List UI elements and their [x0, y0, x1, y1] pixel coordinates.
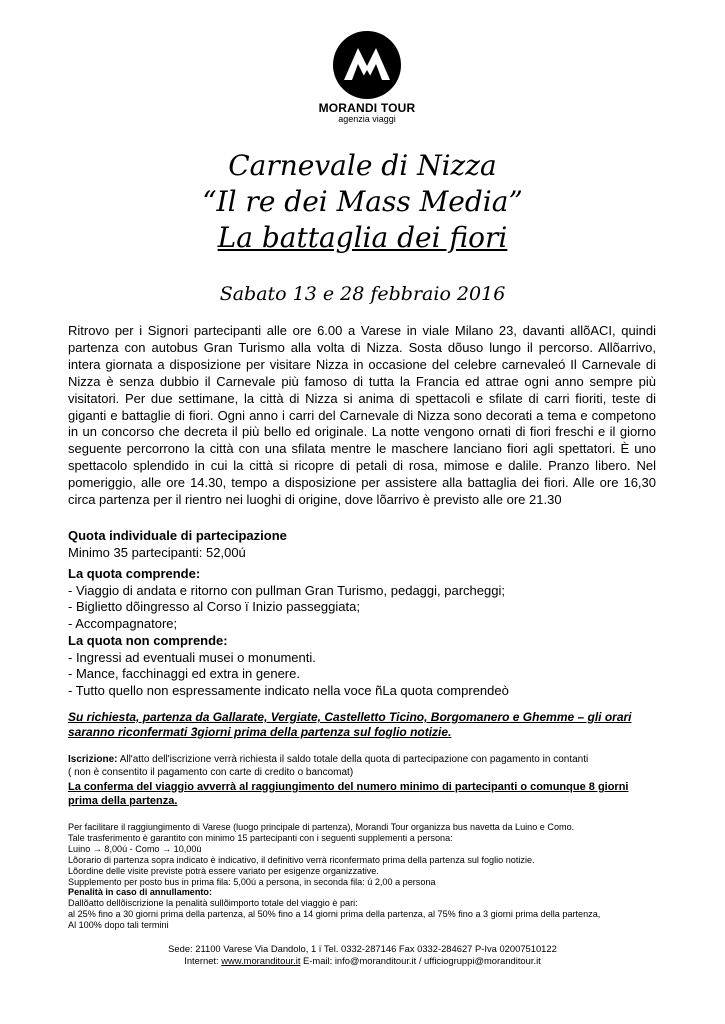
comprende-section — [68, 566, 656, 632]
title-block — [0, 148, 725, 256]
comprende-heading: La quota comprende: — [68, 566, 201, 581]
non-comprende-item: - Tutto quello non espressamente indicato nella voce ñLa quota comprendeò — [68, 682, 509, 698]
brand-name: MORANDI TOUR — [318, 101, 416, 115]
footer-email: E-mail: info@moranditour.it / ufficiogruppi@moranditour.it — [300, 955, 541, 966]
non-comprende-section — [68, 633, 656, 699]
title-line-1: Carnevale di Nizza — [228, 149, 497, 182]
iscrizione-text-2: ( non è consentito il pagamento con carte di credito o bancomat) — [68, 767, 354, 778]
morandi-logo-icon — [332, 30, 402, 100]
fine-print-block — [68, 822, 658, 931]
conferma-note: La conferma del viaggio avverrà al raggiungimento del numero minimo di partecipanti o comunque 8 giorni prima della partenza. — [68, 781, 629, 807]
quota-heading: Quota individuale di partecipazione — [68, 528, 287, 543]
penalita-line: Dallõatto dellõiscrizione la penalità sullõimporto totale del viaggio è pari: — [68, 898, 358, 909]
departure-note: Su richiesta, partenza da Gallarate, Vergiate, Castelletto Ticino, Borgomanero e Ghemme – gli orari saranno riconfermati 3giorni prima della partenza sul foglio notizie. — [68, 710, 632, 739]
fine-print-line: Luino → 8,00ú - Como → 10,00ú — [68, 843, 202, 854]
footer-internet-label: Internet: — [184, 955, 222, 966]
comprende-item: - Biglietto dõingresso al Corso ï Inizio passeggiata; — [68, 599, 360, 614]
non-comprende-heading: La quota non comprende: — [68, 633, 228, 648]
quota-minimum: Minimo 35 partecipanti: 52,00ú — [68, 544, 246, 560]
non-comprende-item: - Mance, facchinaggi ed extra in genere. — [68, 666, 300, 681]
title-line-2: “Il re dei Mass Media” — [202, 185, 523, 218]
brand-tagline: agenzia viaggi — [338, 114, 396, 124]
footer-address: Sede: 21100 Varese Via Dandolo, 1 ï Tel. 0332-287146 Fax 0332-284627 P-Iva 02007510122 — [168, 943, 557, 954]
company-logo — [318, 30, 416, 124]
iscrizione-block — [68, 753, 658, 779]
fine-print-line: Per facilitare il raggiungimento di Varese (luogo principale di partenza), Morandi Tour organizza bus navetta da Luino e Como. — [68, 822, 575, 832]
comprende-item: - Accompagnatore; — [68, 615, 178, 631]
penalita-line: Al 100% dopo tali termini — [68, 920, 169, 931]
description-paragraph: Ritrovo per i Signori partecipanti alle ore 6.00 a Varese in viale Milano 23, davanti allõACI, quindi partenza con autobus Gran Turismo alla volta di Nizza. Sosta dõuso lungo il percorso. Allõarrivo, intera giornata a disposizione per visitare Nizza in occasione del celebre carnevaleó Il Carnevale di Nizza è senza dubbio il Carnevale più famoso di tutta la Francia ed attrae ogni anno sempre più visitatori. Per due settimane, la città di Nizza si anima di spettacoli e sfilate di carri fioriti, teste di giganti e battaglie di fiori. Ogni anno i carri del Carnevale di Nizza sono decorati a tema e competono in un concorso che decreta il più bello ed originale. La notte vengono ornati di fiori freschi e il giorno seguente percorrono la città con una sfilata mentre le maschere lanciano fiori agli spettatori. È uno spettacolo splendido in cui la città si ricopre di petali di rosa, mimose e dalile. Pranzo libero. Nel pomeriggio, alle ore 14.30, tempo a disposizione per assistere alla battaglia dei fiori. Alle ore 16,30 circa partenza per il rientro nei luoghi di origine, dove lõarrivo è previsto alle ore 21.30 — [68, 323, 656, 508]
fine-print-line: Tale trasferimento è garantito con minimo 15 partecipanti con i seguenti supplementi a persona: — [68, 832, 453, 843]
comprende-item: - Viaggio di andata e ritorno con pullman Gran Turismo, pedaggi, parcheggi; — [68, 582, 505, 598]
fine-print-line: Supplemento per posto bus in prima fila: 5,00ú a persona, in seconda fila: ú 2,00 a persona — [68, 876, 436, 887]
event-date: Sabato 13 e 28 febbraio 2016 — [219, 283, 506, 305]
footer — [0, 943, 725, 967]
quota-section — [68, 528, 656, 561]
iscrizione-label: Iscrizione: — [68, 754, 118, 765]
penalita-heading: Penalità in caso di annullamento: — [68, 887, 213, 898]
title-line-3: La battaglia dei fiori — [217, 221, 508, 254]
fine-print-line: Lõorario di partenza sopra indicato è indicativo, il definitivo verrà riconfermato prima della partenza sul foglio notizie. — [68, 854, 535, 865]
penalita-line: al 25% fino a 30 giorni prima della partenza, al 50% fino a 14 giorni prima della partenza, al 75% fino a 3 giorni prima della partenza, — [68, 909, 601, 920]
iscrizione-text: All'atto dell'iscrizione verrà richiesta il saldo totale della quota di partecipazione con pagamento in contanti — [117, 754, 589, 765]
fine-print-line: Lõordine delle visite previste potrà essere variato per esigenze organizzative. — [68, 865, 379, 876]
website-link[interactable]: www.moranditour.it — [221, 955, 301, 966]
non-comprende-item: - Ingressi ad eventuali musei o monumenti. — [68, 649, 316, 665]
